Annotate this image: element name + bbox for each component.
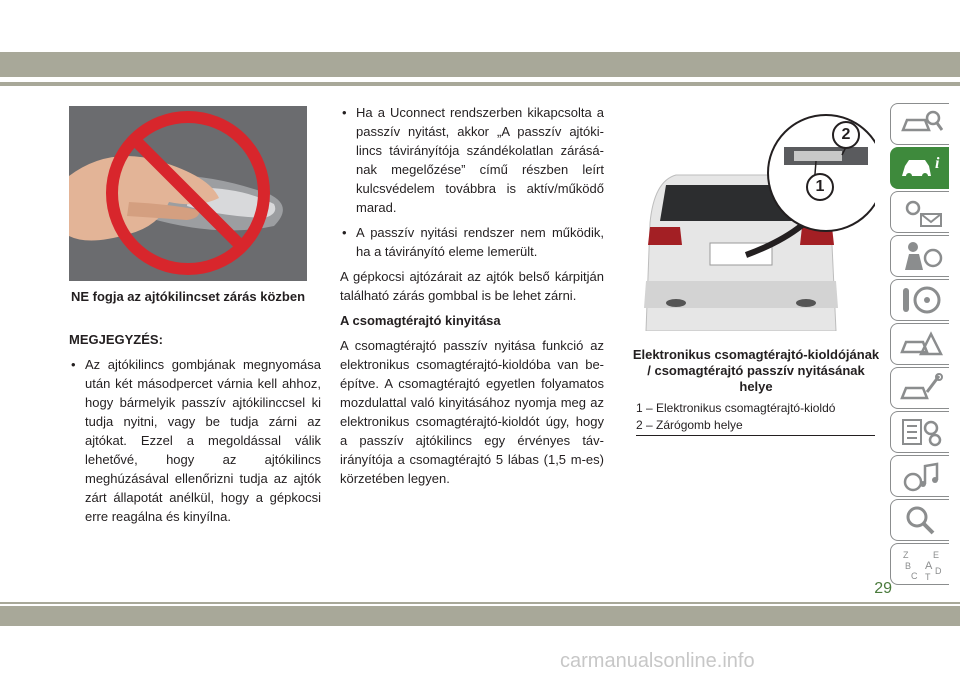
- index-letter-c: C: [911, 571, 918, 580]
- callout-1: 1: [806, 173, 834, 201]
- index-letter-d: D: [935, 566, 942, 576]
- tab-car-search[interactable]: [890, 103, 949, 145]
- door-handle-illustration: [69, 106, 307, 281]
- note-title: MEGJEGYZÉS:: [69, 332, 163, 347]
- steering-wheel-key-icon: [899, 284, 943, 316]
- car-search-icon: [899, 108, 943, 140]
- svg-text:i: i: [935, 155, 940, 172]
- bullet-dot: •: [71, 357, 76, 372]
- figure2-caption: Elektronikus csomagtérajtó-kioldójának / csomagtérajtó passzív nyitásának helye: [632, 347, 880, 394]
- section-heading-liftgate: A csomagtérajtó kinyitása: [340, 313, 501, 328]
- bullet-uconnect-text: Ha a Uconnect rendszerben kikapcsolta a passzív nyitást, akkor „A passzív ajtóki-lincs távirányítója szándékolatlan zárásá-nak megelőzése” című részben leírt kulcsvédelem továbbra is aktív/működő marad.: [356, 105, 604, 215]
- tab-maintenance[interactable]: [890, 367, 949, 409]
- index-letter-b: B: [905, 561, 912, 571]
- note-column: [69, 355, 321, 532]
- alphabet-index-icon: [899, 548, 943, 580]
- car-warning-triangle-icon: [899, 328, 943, 360]
- watermark: carmanualsonline.info: [560, 650, 755, 672]
- paragraph-door-lock: A gépkocsi ajtózárait az ajtók belső kárpitján található zárás gombbal is be lehet zárni.: [340, 269, 604, 303]
- page-number: 29: [874, 580, 892, 597]
- index-letter-t: T: [925, 572, 931, 580]
- tab-car-info[interactable]: [890, 147, 949, 189]
- top-band-line: [0, 82, 960, 86]
- multimedia-icon: [899, 460, 943, 492]
- bullet-battery-text: A passzív nyitási rendszer nem működik, ha a távirányító eleme lemerült.: [356, 225, 604, 259]
- figure-door-handle: [69, 106, 307, 281]
- callout-2: 2: [832, 121, 860, 149]
- legend-rule: [636, 435, 875, 436]
- top-band: [0, 52, 960, 77]
- warning-light-message-icon: [899, 196, 943, 228]
- index-letter-a: A: [925, 560, 933, 572]
- car-info-icon: [899, 152, 943, 184]
- bullet-uconnect: [340, 103, 604, 217]
- tab-starting-driving[interactable]: [890, 279, 949, 321]
- tab-multimedia[interactable]: [890, 455, 949, 497]
- bullet-battery: [340, 223, 604, 261]
- legend-item-2: 2 – Zárógomb helye: [636, 418, 743, 432]
- car-wrench-icon: [899, 372, 943, 404]
- tab-emergency[interactable]: [890, 323, 949, 365]
- figure2-legend: [636, 400, 875, 434]
- legend-item-1: 1 – Elektronikus csomagtérajtó-kioldó: [636, 401, 836, 415]
- paragraph-liftgate: A csomagtérajtó passzív nyitása funkció az elektronikus csomagtérajtó-kioldóba van be-építve. A csomagtérajtó egyetlen folyamatos mozdulattal való kinyitásához nyomja meg az elektronikus csomagtérajtó-kioldót úgy, hogy a passzív ajtókilincs egy érvényes táv-irányítója a csomagtérajtó 5 lábas (1,5 m-es) körzetében legyen.: [340, 338, 604, 486]
- figure-liftgate-release: [636, 103, 875, 331]
- magnifier-icon: [899, 504, 943, 536]
- bullet-dot: •: [342, 225, 347, 240]
- tab-safety[interactable]: [890, 235, 949, 277]
- tab-index[interactable]: [890, 543, 949, 585]
- tab-specifications[interactable]: [890, 411, 949, 453]
- spec-gears-icon: [899, 416, 943, 448]
- person-airbag-icon: [899, 240, 943, 272]
- index-letter-z: Z: [903, 550, 909, 560]
- bottom-band: [0, 606, 960, 626]
- middle-column: [340, 103, 604, 494]
- note-bullet-text: Az ajtókilincs gombjának megnyomása után két másodpercet várnia kell ahhoz, hogy bármelyik passzív ajtókilinccsel ki tudja nyitni, vagy be tudja zárni az ajtókat. Ezzel a megoldással válik lehetővé, hogy az ajtókilincs meghúzásával ellenőrizni tudja az ajtók zárt állapotát anélkül, hogy a gépkocsi erre reagálna és kinyílna.: [85, 357, 321, 524]
- bottom-band-line: [0, 602, 960, 604]
- figure1-caption: NE fogja az ajtókilincset zárás közben: [70, 289, 306, 304]
- index-letter-e: E: [933, 550, 940, 560]
- tab-warning-lights[interactable]: [890, 191, 949, 233]
- note-bullet: [69, 355, 321, 526]
- bullet-dot: •: [342, 105, 347, 120]
- tab-search[interactable]: [890, 499, 949, 541]
